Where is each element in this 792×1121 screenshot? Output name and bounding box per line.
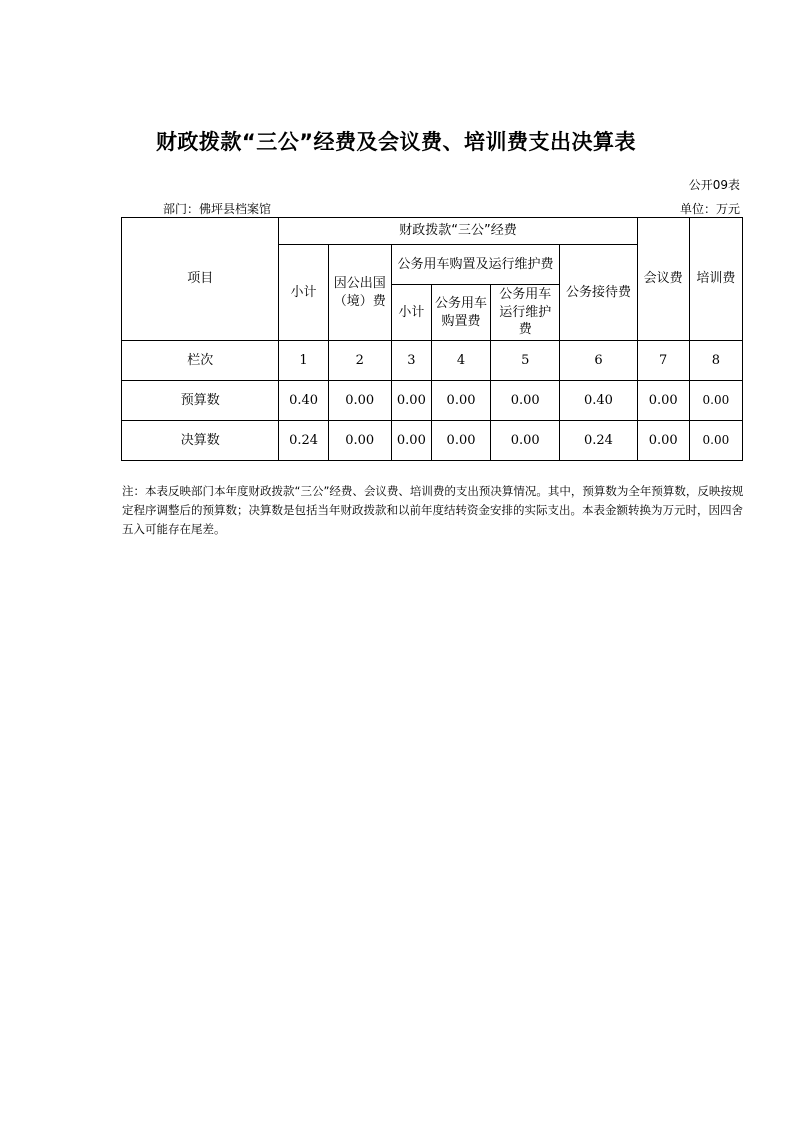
table-cell: 0.40 bbox=[560, 381, 637, 421]
table-cell: 7 bbox=[637, 341, 689, 381]
footnote: 注：本表反映部门本年度财政拨款“三公”经费、会议费、培训费的支出预决算情况。其中，预算数为全年预算数，反映按规定程序调整后的预算数；决算数是包括当年财政拨款和以前年度结转资金安排的实际支出。本表金额转换为万元时，因四舍五入可能存在尾差。 bbox=[122, 484, 744, 536]
table-cell: 0.00 bbox=[431, 421, 490, 461]
table-cell: 0.00 bbox=[431, 381, 490, 421]
expenditure-table bbox=[121, 217, 743, 461]
table-cell: 0.00 bbox=[391, 421, 431, 461]
row-label: 预算数 bbox=[122, 381, 279, 421]
table-cell: 8 bbox=[689, 341, 742, 381]
table-cell: 0.00 bbox=[637, 421, 689, 461]
table-cell: 0.00 bbox=[637, 381, 689, 421]
header-abroad: 因公出国（境）费 bbox=[328, 245, 391, 341]
table-cell: 6 bbox=[560, 341, 637, 381]
table-cell: 1 bbox=[279, 341, 328, 381]
table-cell: 5 bbox=[491, 341, 560, 381]
table-cell: 0.24 bbox=[560, 421, 637, 461]
department-label: 部门：佛坪县档案馆 bbox=[163, 202, 272, 216]
header-three-public: 财政拨款“三公”经费 bbox=[279, 218, 637, 245]
table-cell: 0.00 bbox=[491, 381, 560, 421]
table-cell: 0.00 bbox=[328, 421, 391, 461]
table-cell: 0.40 bbox=[279, 381, 328, 421]
table-cell: 3 bbox=[391, 341, 431, 381]
header-vehicle-group: 公务用车购置及运行维护费 bbox=[391, 245, 560, 285]
table-cell: 0.00 bbox=[328, 381, 391, 421]
table-cell: 0.00 bbox=[689, 421, 742, 461]
table-row bbox=[122, 341, 743, 381]
header-subtotal: 小计 bbox=[279, 245, 328, 341]
row-label: 决算数 bbox=[122, 421, 279, 461]
header-vehicle-subtotal: 小计 bbox=[391, 285, 431, 341]
row-label: 栏次 bbox=[122, 341, 279, 381]
table-cell: 0.00 bbox=[391, 381, 431, 421]
header-vehicle-purchase: 公务用车购置费 bbox=[431, 285, 490, 341]
table-cell: 0.24 bbox=[279, 421, 328, 461]
table-cell: 2 bbox=[328, 341, 391, 381]
table-cell: 0.00 bbox=[491, 421, 560, 461]
table-row bbox=[122, 381, 743, 421]
unit-label: 单位：万元 bbox=[679, 202, 740, 216]
table-cell: 4 bbox=[431, 341, 490, 381]
page-title: 财政拨款“三公”经费及会议费、培训费支出决算表 bbox=[155, 130, 637, 154]
header-reception: 公务接待费 bbox=[560, 245, 637, 341]
table-cell: 0.00 bbox=[689, 381, 742, 421]
header-meeting: 会议费 bbox=[637, 218, 689, 341]
header-item: 项目 bbox=[122, 218, 279, 341]
form-number: 公开09表 bbox=[688, 178, 740, 192]
header-vehicle-maintenance: 公务用车运行维护费 bbox=[491, 285, 560, 341]
table-row bbox=[122, 421, 743, 461]
header-training: 培训费 bbox=[689, 218, 742, 341]
